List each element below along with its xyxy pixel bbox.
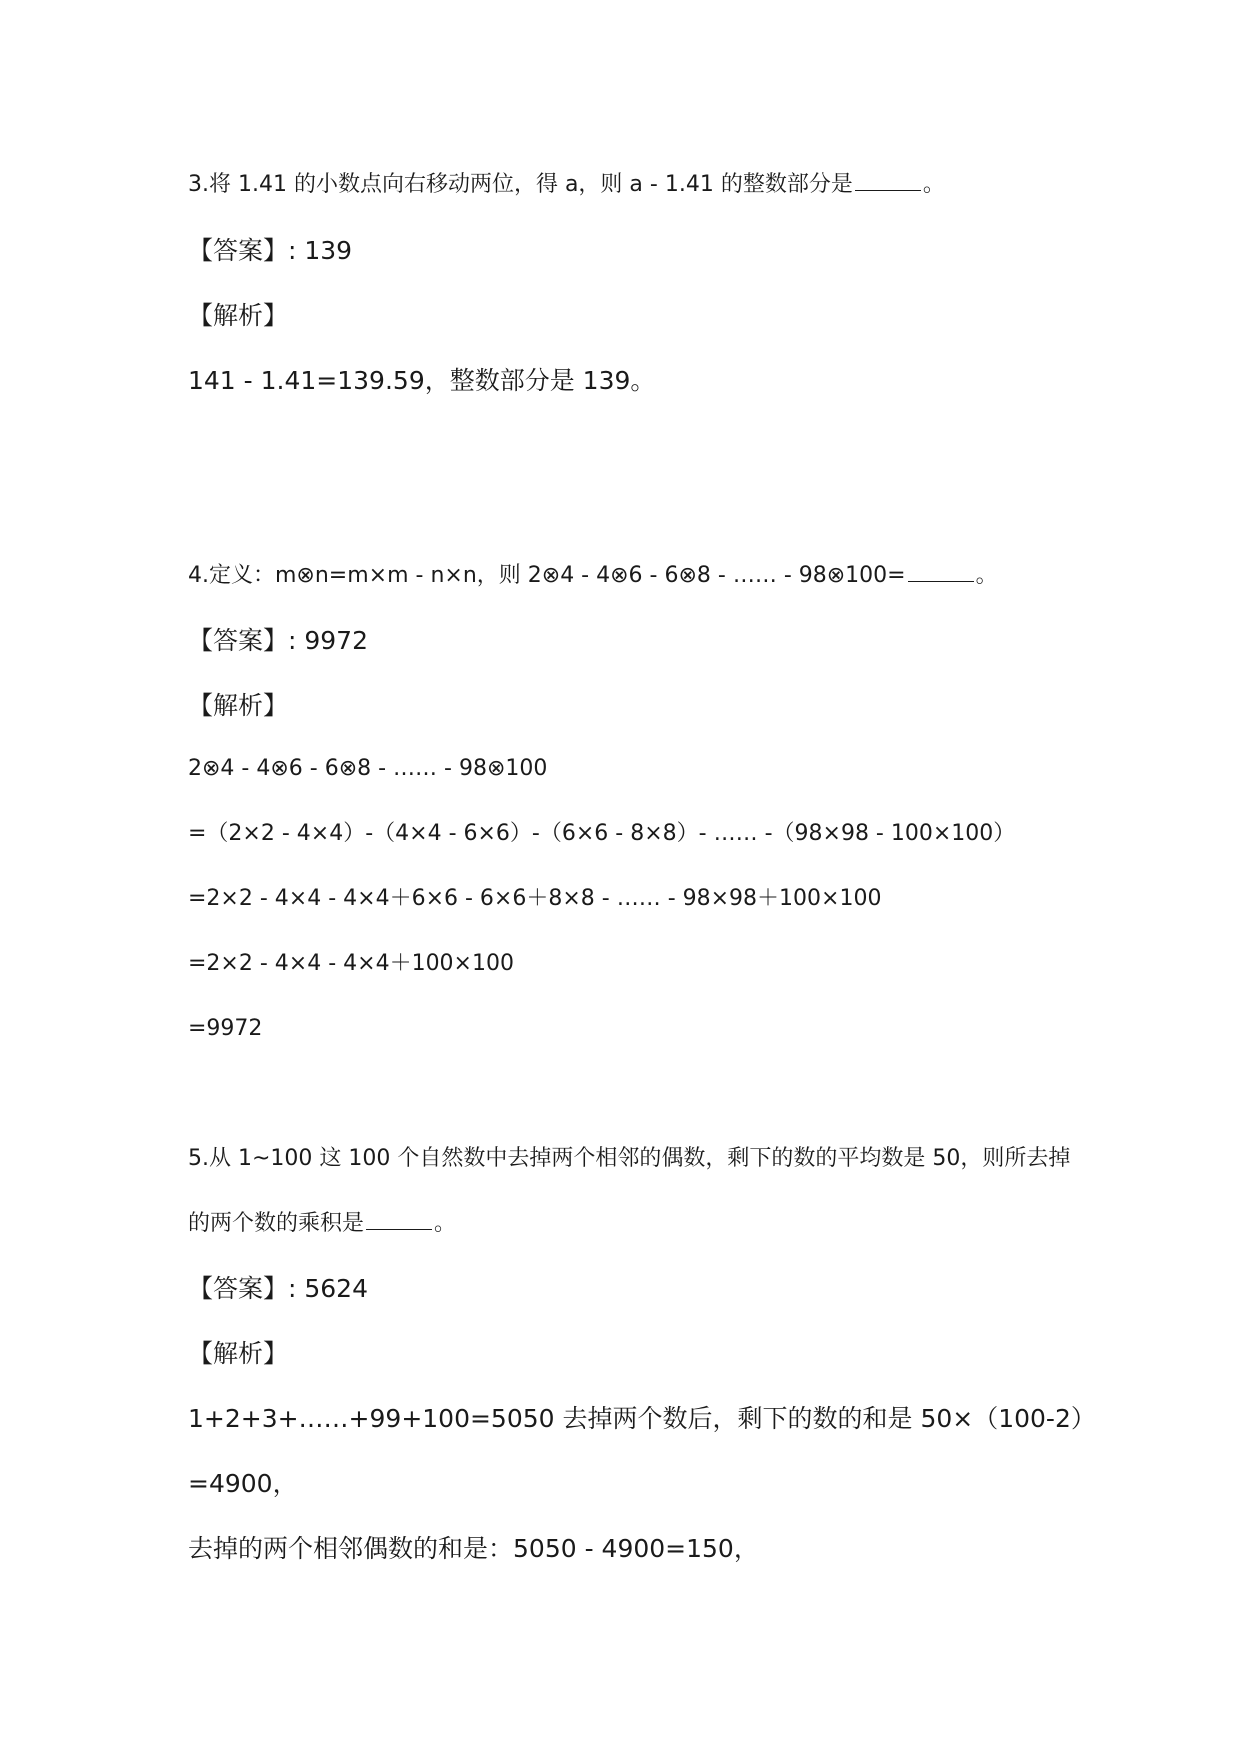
answer-3: 【答案】: 139 [188,236,353,265]
analysis-4-step-1: 2⊗4 - 4⊗6 - 6⊗8 - …… - 98⊗100 [188,756,548,781]
analysis-4-step-3: =2×2 - 4×4 - 4×4＋6×6 - 6×6＋8×8 - …… - 98×98＋100×100 [188,886,882,911]
question-4-text: 4.定义：m⊗n=m×m - n×n，则 2⊗4 - 4⊗6 - 6⊗8 - …… - 98⊗100= [188,563,906,588]
question-4-end: 。 [975,563,998,588]
question-5-line-2 [188,1213,456,1235]
answer-4: 【答案】: 9972 [188,626,368,655]
analysis-label-3: 【解析】 [188,301,289,330]
analysis-4-step-2: =（2×2 - 4×4）-（4×4 - 6×6）-（6×6 - 8×8）- …… -（98×98 - 100×100） [188,821,1016,846]
question-5-text: 的两个数的乘积是 [188,1211,365,1236]
answer-5: 【答案】: 5624 [188,1274,368,1303]
analysis-3-line-1: 141 - 1.41=139.59，整数部分是 139。 [188,366,656,395]
question-3-text: 3.将 1.41 的小数点向右移动两位，得 a，则 a - 1.41 的整数部分是 [188,172,853,197]
analysis-5-line-2: =4900， [188,1469,298,1498]
question-5-line-1: 5.从 1~100 这 100 个自然数中去掉两个相邻的偶数，剩下的数的平均数是 50，则所去掉 [188,1146,1071,1171]
question-5-end: 。 [434,1211,457,1236]
analysis-4-step-4: =2×2 - 4×4 - 4×4＋100×100 [188,951,514,976]
question-3-end: 。 [922,172,945,197]
analysis-4-step-5: =9972 [188,1016,263,1041]
question-4 [188,565,998,587]
analysis-5-line-1: 1+2+3+……+99+100=5050 去掉两个数后，剩下的数的和是 50×（100-2） [188,1404,1096,1433]
answer-blank [908,580,974,582]
question-3 [188,174,945,196]
analysis-label-4: 【解析】 [188,691,289,720]
answer-blank [855,189,921,191]
answer-blank [366,1228,432,1230]
analysis-5-line-3: 去掉的两个相邻偶数的和是：5050 - 4900=150， [188,1534,759,1563]
analysis-label-5: 【解析】 [188,1339,289,1368]
